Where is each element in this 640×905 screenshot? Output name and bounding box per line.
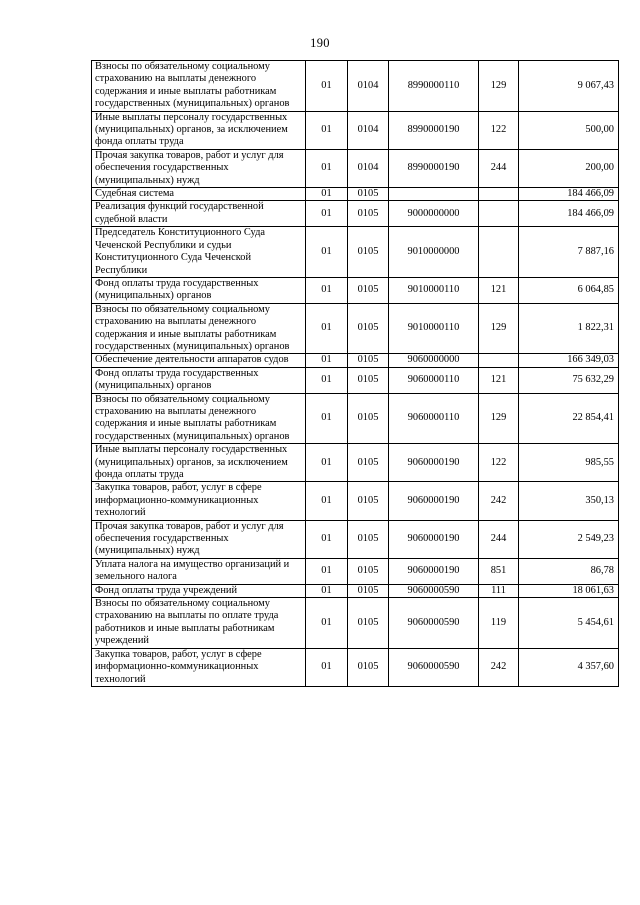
subsection-code-cell: 0105 bbox=[348, 648, 389, 686]
subsection-code-cell: 0105 bbox=[348, 520, 389, 558]
table-row bbox=[92, 111, 619, 149]
expense-type-cell: 242 bbox=[479, 648, 519, 686]
subsection-code-cell: 0105 bbox=[348, 482, 389, 520]
expense-type-cell bbox=[479, 188, 519, 201]
target-article-cell: 8990000190 bbox=[389, 111, 479, 149]
amount-cell: 184 466,09 bbox=[519, 201, 619, 227]
amount-cell: 166 349,03 bbox=[519, 354, 619, 367]
expense-type-cell: 122 bbox=[479, 444, 519, 482]
target-article-cell: 9010000000 bbox=[389, 227, 479, 278]
row-name-cell: Фонд оплаты труда государственных (муниципальных) органов bbox=[92, 277, 306, 303]
section-code-cell: 01 bbox=[306, 367, 348, 393]
amount-cell: 75 632,29 bbox=[519, 367, 619, 393]
section-code-cell: 01 bbox=[306, 303, 348, 354]
subsection-code-cell: 0105 bbox=[348, 188, 389, 201]
row-name-cell: Взносы по обязательному социальному страхованию на выплаты денежного содержания и иные выплаты работникам государственных (муниципальных) органов bbox=[92, 61, 306, 112]
table-row bbox=[92, 598, 619, 649]
expense-type-cell: 129 bbox=[479, 303, 519, 354]
target-article-cell: 9060000110 bbox=[389, 393, 479, 444]
row-name-cell: Судебная система bbox=[92, 188, 306, 201]
table-row bbox=[92, 149, 619, 187]
section-code-cell: 01 bbox=[306, 393, 348, 444]
table-row bbox=[92, 188, 619, 201]
section-code-cell: 01 bbox=[306, 598, 348, 649]
subsection-code-cell: 0104 bbox=[348, 111, 389, 149]
amount-cell: 350,13 bbox=[519, 482, 619, 520]
amount-cell: 200,00 bbox=[519, 149, 619, 187]
section-code-cell: 01 bbox=[306, 444, 348, 482]
row-name-cell: Взносы по обязательному социальному страхованию на выплаты денежного содержания и иные выплаты работникам государственных (муниципальных) органов bbox=[92, 393, 306, 444]
target-article-cell: 9060000190 bbox=[389, 520, 479, 558]
section-code-cell: 01 bbox=[306, 111, 348, 149]
target-article-cell: 9010000110 bbox=[389, 303, 479, 354]
target-article-cell: 9060000190 bbox=[389, 558, 479, 584]
amount-cell: 18 061,63 bbox=[519, 584, 619, 597]
table-row bbox=[92, 227, 619, 278]
row-name-cell: Закупка товаров, работ, услуг в сфере информационно-коммуникационных технологий bbox=[92, 482, 306, 520]
section-code-cell: 01 bbox=[306, 277, 348, 303]
row-name-cell: Прочая закупка товаров, работ и услуг для обеспечения государственных (муниципальных) нужд bbox=[92, 520, 306, 558]
amount-cell: 22 854,41 bbox=[519, 393, 619, 444]
row-name-cell: Уплата налога на имущество организаций и земельного налога bbox=[92, 558, 306, 584]
subsection-code-cell: 0105 bbox=[348, 367, 389, 393]
row-name-cell: Обеспечение деятельности аппаратов судов bbox=[92, 354, 306, 367]
amount-cell: 7 887,16 bbox=[519, 227, 619, 278]
target-article-cell: 9060000590 bbox=[389, 584, 479, 597]
subsection-code-cell: 0105 bbox=[348, 277, 389, 303]
section-code-cell: 01 bbox=[306, 558, 348, 584]
target-article-cell: 9060000000 bbox=[389, 354, 479, 367]
row-name-cell: Иные выплаты персоналу государственных (муниципальных) органов, за исключением фонда оплаты труда bbox=[92, 111, 306, 149]
row-name-cell: Иные выплаты персоналу государственных (муниципальных) органов, за исключением фонда оплаты труда bbox=[92, 444, 306, 482]
amount-cell: 6 064,85 bbox=[519, 277, 619, 303]
expense-type-cell bbox=[479, 227, 519, 278]
target-article-cell: 9060000590 bbox=[389, 648, 479, 686]
subsection-code-cell: 0105 bbox=[348, 354, 389, 367]
expense-type-cell bbox=[479, 201, 519, 227]
table-row bbox=[92, 61, 619, 112]
amount-cell: 4 357,60 bbox=[519, 648, 619, 686]
section-code-cell: 01 bbox=[306, 227, 348, 278]
row-name-cell: Председатель Конституционного Суда Чеченской Республики и судьи Конституционного Суда Чеченской Республики bbox=[92, 227, 306, 278]
amount-cell: 1 822,31 bbox=[519, 303, 619, 354]
section-code-cell: 01 bbox=[306, 149, 348, 187]
row-name-cell: Реализация функций государственной судебной власти bbox=[92, 201, 306, 227]
amount-cell: 86,78 bbox=[519, 558, 619, 584]
table-row bbox=[92, 201, 619, 227]
target-article-cell: 9000000000 bbox=[389, 201, 479, 227]
amount-cell: 500,00 bbox=[519, 111, 619, 149]
row-name-cell: Взносы по обязательному социальному страхованию на выплаты денежного содержания и иные выплаты работникам государственных (муниципальных) органов bbox=[92, 303, 306, 354]
target-article-cell: 9010000110 bbox=[389, 277, 479, 303]
row-name-cell: Закупка товаров, работ, услуг в сфере информационно-коммуникационных технологий bbox=[92, 648, 306, 686]
page-number: 190 bbox=[310, 36, 330, 50]
expense-type-cell: 111 bbox=[479, 584, 519, 597]
expense-type-cell: 121 bbox=[479, 277, 519, 303]
expense-type-cell: 244 bbox=[479, 149, 519, 187]
amount-cell: 5 454,61 bbox=[519, 598, 619, 649]
expense-type-cell: 244 bbox=[479, 520, 519, 558]
row-name-cell: Фонд оплаты труда государственных (муниципальных) органов bbox=[92, 367, 306, 393]
target-article-cell: 9060000110 bbox=[389, 367, 479, 393]
target-article-cell: 8990000110 bbox=[389, 61, 479, 112]
expense-type-cell: 242 bbox=[479, 482, 519, 520]
subsection-code-cell: 0105 bbox=[348, 558, 389, 584]
section-code-cell: 01 bbox=[306, 584, 348, 597]
table-row bbox=[92, 367, 619, 393]
target-article-cell: 9060000190 bbox=[389, 482, 479, 520]
subsection-code-cell: 0105 bbox=[348, 303, 389, 354]
subsection-code-cell: 0105 bbox=[348, 227, 389, 278]
expense-type-cell bbox=[479, 354, 519, 367]
section-code-cell: 01 bbox=[306, 482, 348, 520]
section-code-cell: 01 bbox=[306, 201, 348, 227]
target-article-cell bbox=[389, 188, 479, 201]
target-article-cell: 9060000590 bbox=[389, 598, 479, 649]
subsection-code-cell: 0105 bbox=[348, 201, 389, 227]
expense-type-cell: 121 bbox=[479, 367, 519, 393]
table-row bbox=[92, 482, 619, 520]
subsection-code-cell: 0105 bbox=[348, 584, 389, 597]
budget-table-body bbox=[92, 61, 619, 687]
section-code-cell: 01 bbox=[306, 61, 348, 112]
section-code-cell: 01 bbox=[306, 354, 348, 367]
amount-cell: 184 466,09 bbox=[519, 188, 619, 201]
subsection-code-cell: 0105 bbox=[348, 393, 389, 444]
table-row bbox=[92, 277, 619, 303]
budget-table bbox=[91, 60, 619, 687]
subsection-code-cell: 0105 bbox=[348, 444, 389, 482]
table-row bbox=[92, 444, 619, 482]
table-row bbox=[92, 648, 619, 686]
section-code-cell: 01 bbox=[306, 520, 348, 558]
expense-type-cell: 129 bbox=[479, 393, 519, 444]
amount-cell: 985,55 bbox=[519, 444, 619, 482]
table-row bbox=[92, 520, 619, 558]
subsection-code-cell: 0105 bbox=[348, 598, 389, 649]
row-name-cell: Фонд оплаты труда учреждений bbox=[92, 584, 306, 597]
table-row bbox=[92, 354, 619, 367]
amount-cell: 9 067,43 bbox=[519, 61, 619, 112]
target-article-cell: 9060000190 bbox=[389, 444, 479, 482]
expense-type-cell: 119 bbox=[479, 598, 519, 649]
expense-type-cell: 122 bbox=[479, 111, 519, 149]
table-row bbox=[92, 393, 619, 444]
subsection-code-cell: 0104 bbox=[348, 61, 389, 112]
table-row bbox=[92, 584, 619, 597]
subsection-code-cell: 0104 bbox=[348, 149, 389, 187]
target-article-cell: 8990000190 bbox=[389, 149, 479, 187]
table-row bbox=[92, 303, 619, 354]
amount-cell: 2 549,23 bbox=[519, 520, 619, 558]
table-row bbox=[92, 558, 619, 584]
row-name-cell: Взносы по обязательному социальному страхованию на выплаты по оплате труда работников и иные выплаты работникам учреждений bbox=[92, 598, 306, 649]
expense-type-cell: 129 bbox=[479, 61, 519, 112]
row-name-cell: Прочая закупка товаров, работ и услуг для обеспечения государственных (муниципальных) нужд bbox=[92, 149, 306, 187]
expense-type-cell: 851 bbox=[479, 558, 519, 584]
section-code-cell: 01 bbox=[306, 648, 348, 686]
section-code-cell: 01 bbox=[306, 188, 348, 201]
